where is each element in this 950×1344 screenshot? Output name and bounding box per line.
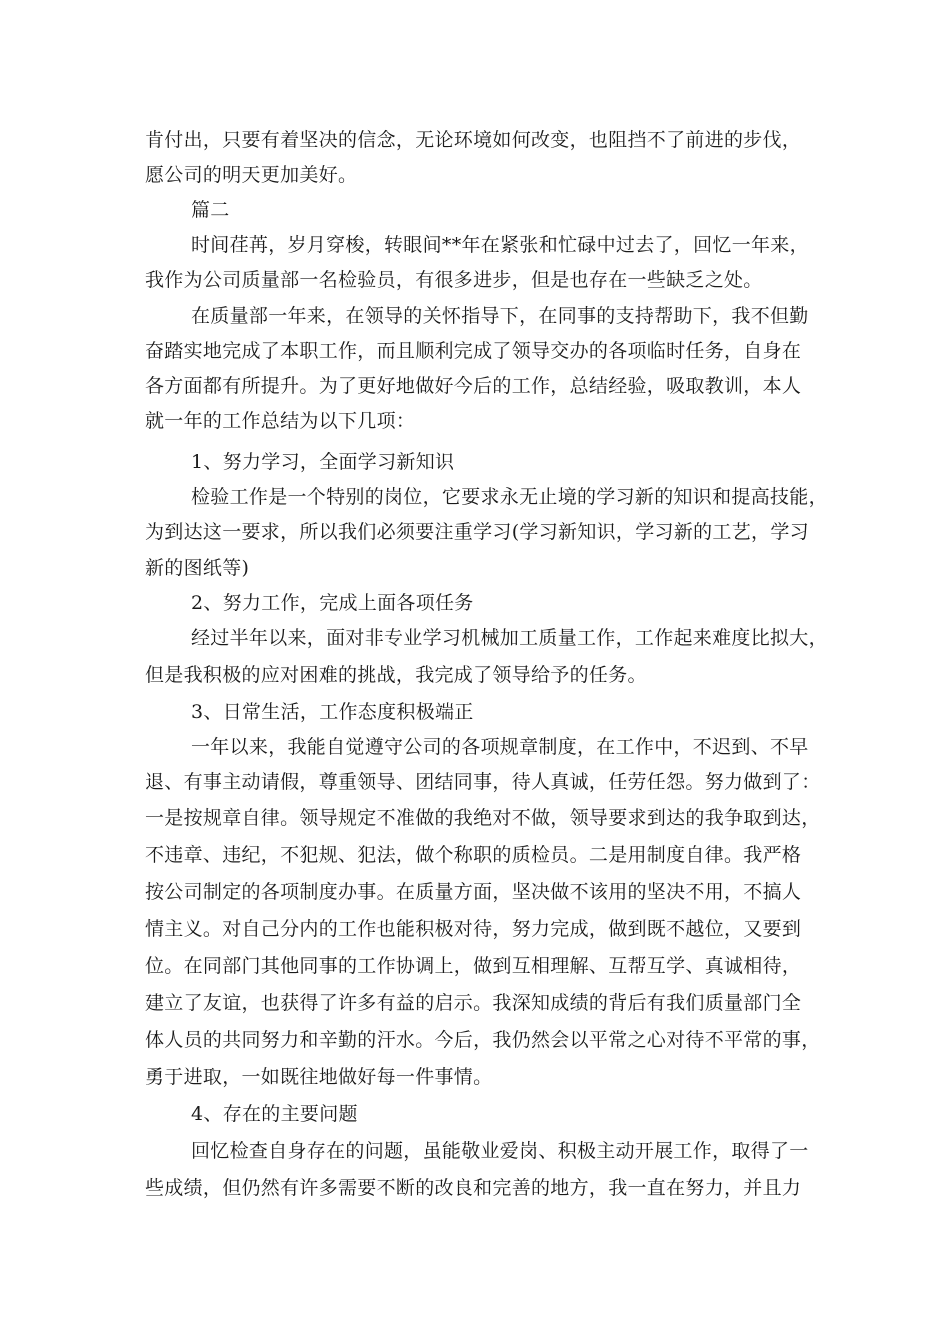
body-line: 按公司制定的各项制度办事。在质量方面，坚决做不该用的坚决不用，不搞人 [145,881,802,903]
section-heading: 篇二 [191,199,230,221]
body-line: 肯付出，只要有着坚决的信念，无论环境如何改变，也阻挡不了前进的步伐， [145,129,802,151]
numbered-heading: 4、存在的主要问题 [191,1103,358,1125]
body-line: 奋踏实地完成了本职工作，而且顺利完成了领导交办的各项临时任务，自身在 [145,340,802,362]
body-line: 位。在同部门其他同事的工作协调上，做到互相理解、互帮互学、真诚相待， [145,955,802,977]
body-line: 建立了友谊，也获得了许多有益的启示。我深知成绩的背后有我们质量部门全 [145,992,802,1014]
body-line: 各方面都有所提升。为了更好地做好今后的工作，总结经验，吸取教训，本人 [145,375,802,397]
paragraph-start: 一年以来，我能自觉遵守公司的各项规章制度，在工作中，不迟到、不早 [191,736,809,758]
body-line: 勇于进取，一如既往地做好每一件事情。 [145,1066,493,1088]
numbered-heading: 2、努力工作，完成上面各项任务 [191,592,474,614]
numbered-heading: 1、努力学习，全面学习新知识 [191,451,455,473]
body-line: 为到达这一要求，所以我们必须要注重学习(学习新知识，学习新的工艺，学习 [145,521,809,543]
body-line: 就一年的工作总结为以下几项： [145,410,416,432]
body-line: 些成绩，但仍然有许多需要不断的改良和完善的地方，我一直在努力，并且力 [145,1177,802,1199]
numbered-heading: 3、日常生活，工作态度积极端正 [191,701,474,723]
body-line: 情主义。对自己分内的工作也能积极对待，努力完成，做到既不越位，又要到 [145,918,802,940]
body-line: 但是我积极的应对困难的挑战，我完成了领导给予的任务。 [145,664,647,686]
paragraph-start: 回忆检查自身存在的问题，虽能敬业爱岗、积极主动开展工作，取得了一 [191,1140,809,1162]
body-line: 愿公司的明天更加美好。 [145,164,358,186]
body-line: 一是按规章自律。领导规定不准做的我绝对不做，领导要求到达的我争取到达， [145,807,821,829]
body-line: 新的图纸等) [145,557,250,579]
body-line: 我作为公司质量部一名检验员，有很多进步，但是也存在一些缺乏之处。 [145,269,763,291]
body-line: 体人员的共同努力和辛勤的汗水。今后，我仍然会以平常之心对待不平常的事， [145,1029,821,1051]
paragraph-start: 检验工作是一个特别的岗位，它要求永无止境的学习新的知识和提高技能， [191,486,828,508]
paragraph-start: 时间荏苒，岁月穿梭，转眼间**年在紧张和忙碌中过去了，回忆一年来， [191,234,809,256]
body-line: 不违章、违纪，不犯规、犯法，做个称职的质检员。二是用制度自律。我严格 [145,844,802,866]
paragraph-start: 经过半年以来，面对非专业学习机械加工质量工作，工作起来难度比拟大， [191,627,828,649]
body-line: 退、有事主动请假，尊重领导、团结同事，待人真诚，任劳任怨。努力做到了： [145,771,821,793]
paragraph-start: 在质量部一年来，在领导的关怀指导下，在同事的支持帮助下，我不但勤 [191,305,809,327]
